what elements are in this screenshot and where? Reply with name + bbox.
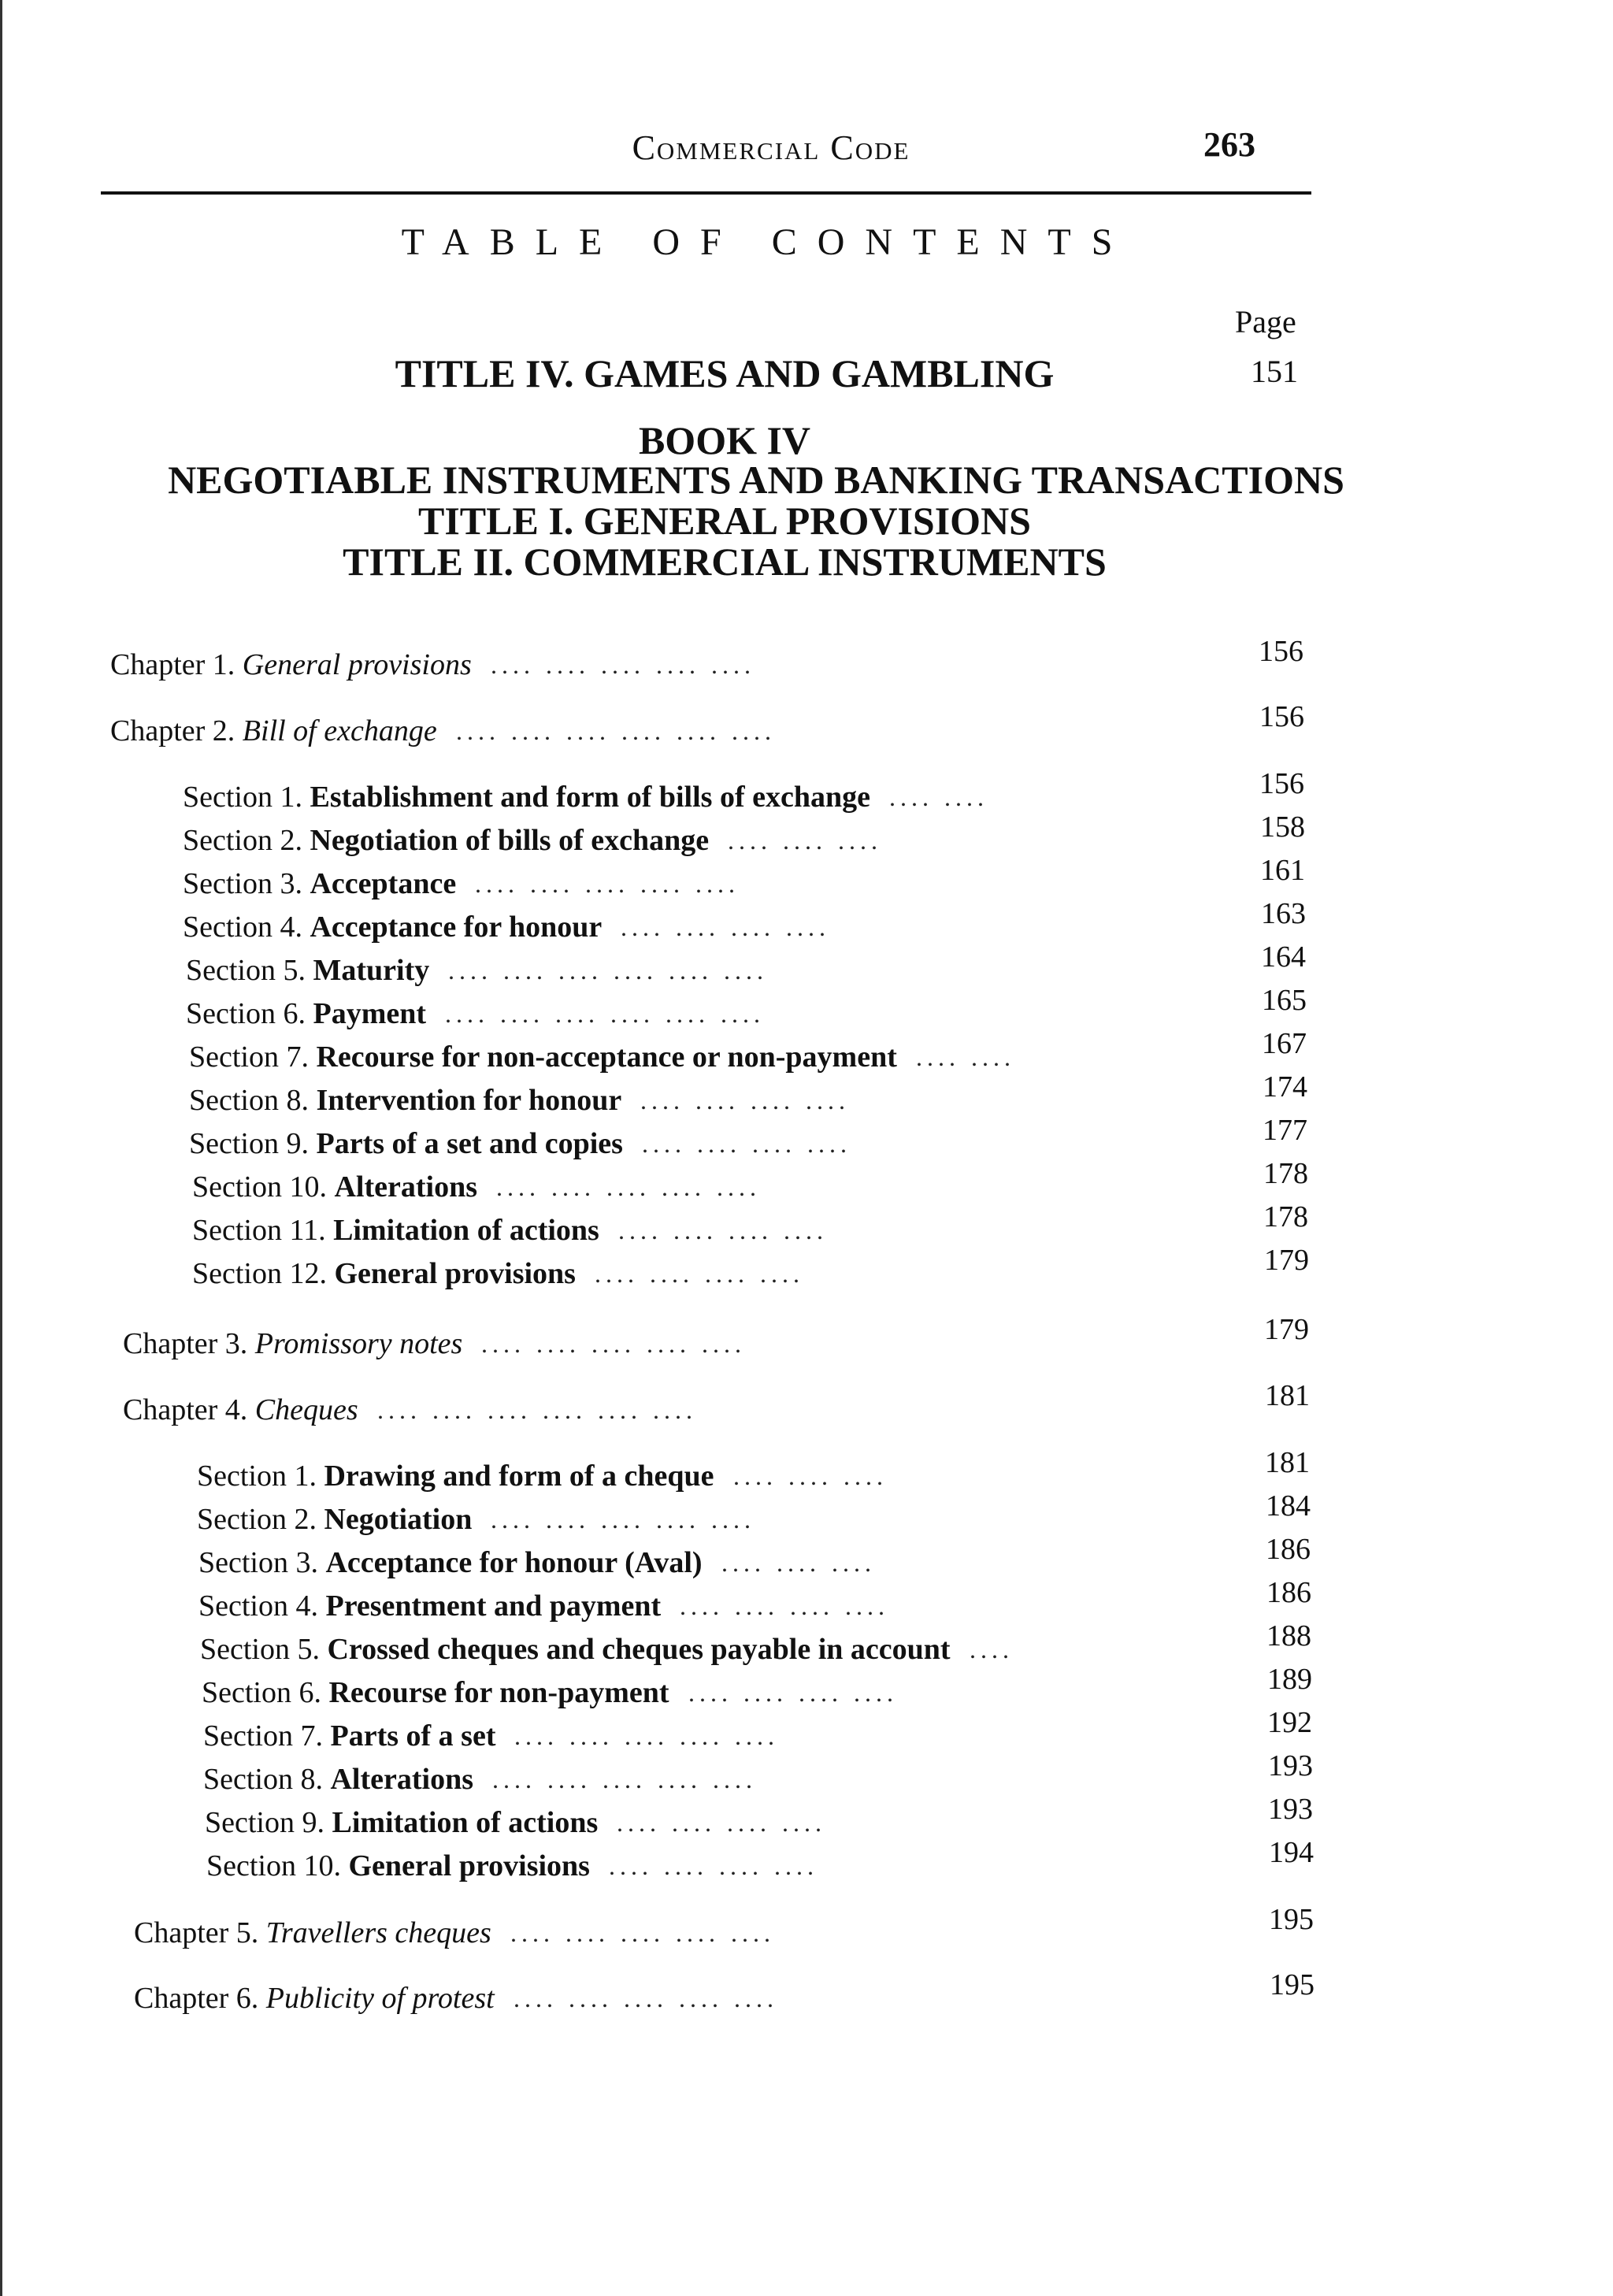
entry-page-number: 179 xyxy=(1264,1244,1309,1277)
entry-page-number: 163 xyxy=(1261,897,1306,930)
toc-section-entry xyxy=(186,953,429,988)
entry-page-number: 156 xyxy=(1259,635,1303,668)
page-number: 263 xyxy=(1203,125,1255,164)
entry-title: Travellers cheques xyxy=(265,1916,491,1949)
entry-title: Alterations xyxy=(330,1763,474,1796)
entry-label: Section 2. xyxy=(197,1503,324,1536)
dot-leader: .... .... .... .... .... xyxy=(514,1722,779,1750)
entry-label: Section 9. xyxy=(189,1127,317,1160)
dot-leader: .... .... .... xyxy=(728,826,882,855)
dot-leader: .... .... .... .... xyxy=(688,1678,898,1707)
dot-leader: .... .... xyxy=(889,783,988,811)
entry-label: Section 10. xyxy=(192,1170,335,1204)
entry-label: Chapter 2. xyxy=(110,714,243,747)
entry-title: Publicity of protest xyxy=(265,1982,495,2015)
dot-leader: .... .... .... .... xyxy=(618,1216,828,1244)
entry-title: General provisions xyxy=(242,648,472,681)
header-rule xyxy=(101,191,1311,195)
entry-label: Section 3. xyxy=(183,867,310,900)
entry-page-number: 178 xyxy=(1263,1200,1308,1233)
entry-title: General provisions xyxy=(348,1849,590,1882)
entry-page-number: 184 xyxy=(1266,1489,1311,1523)
entry-title: Acceptance xyxy=(310,867,457,900)
entry-title: Payment xyxy=(313,997,427,1030)
entry-page-number: 186 xyxy=(1266,1533,1311,1566)
toc-section-entry xyxy=(197,1502,472,1537)
dot-leader: .... .... .... .... .... xyxy=(496,1173,761,1201)
entry-page-number: 156 xyxy=(1259,700,1304,733)
toc-section-entry xyxy=(203,1719,495,1753)
book-heading: BOOK IV xyxy=(638,418,811,462)
toc-chapter-entry xyxy=(110,647,472,682)
entry-label: Section 6. xyxy=(202,1676,329,1709)
entry-label: Chapter 4. xyxy=(123,1393,255,1426)
entry-title: Acceptance for honour xyxy=(310,911,603,944)
title-ii-heading: TITLE II. COMMERCIAL INSTRUMENTS xyxy=(343,540,1107,584)
toc-section-entry xyxy=(183,866,456,901)
dot-leader: .... .... .... .... xyxy=(621,913,830,941)
entry-title: Establishment and form of bills of exchange xyxy=(310,781,870,814)
entry-label: Section 5. xyxy=(200,1633,328,1666)
entry-label: Section 3. xyxy=(198,1546,326,1579)
entry-page-number: 195 xyxy=(1270,1968,1315,2001)
toc-chapter-entry xyxy=(123,1326,462,1361)
entry-page-number: 193 xyxy=(1268,1749,1313,1782)
entry-label: Chapter 1. xyxy=(110,648,243,681)
entry-page-number: 189 xyxy=(1267,1663,1312,1696)
entry-title: Cheques xyxy=(254,1393,358,1426)
entry-label: Section 9. xyxy=(205,1806,332,1839)
dot-leader: .... .... xyxy=(916,1043,1015,1071)
entry-title: Bill of exchange xyxy=(242,714,437,747)
dot-leader: .... .... .... .... .... xyxy=(475,870,740,898)
toc-chapter-entry xyxy=(134,1916,491,1950)
entry-label: Section 1. xyxy=(197,1460,324,1493)
entry-page-number: 186 xyxy=(1266,1576,1311,1609)
scan-left-edge xyxy=(0,0,2,2296)
entry-page-number: 179 xyxy=(1264,1313,1309,1346)
toc-section-entry xyxy=(183,780,870,814)
entry-page-number: 178 xyxy=(1263,1157,1308,1190)
entry-title: Recourse for non-payment xyxy=(328,1676,669,1709)
entry-title: Acceptance for honour (Aval) xyxy=(325,1546,703,1579)
entry-label: Section 6. xyxy=(186,997,313,1030)
entry-title: Drawing and form of a cheque xyxy=(324,1460,714,1493)
dot-leader: .... .... .... .... xyxy=(640,1086,850,1115)
dot-leader: .... .... .... xyxy=(733,1462,888,1490)
toc-section-entry xyxy=(206,1849,590,1883)
entry-page-number: 164 xyxy=(1261,940,1306,974)
entry-page-number: 181 xyxy=(1265,1379,1310,1412)
toc-section-entry xyxy=(192,1170,477,1204)
entry-title: Limitation of actions xyxy=(332,1806,599,1839)
entry-page-number: 167 xyxy=(1262,1027,1307,1060)
dot-leader: .... .... .... .... .... .... xyxy=(377,1396,697,1424)
entry-label: Section 5. xyxy=(186,954,313,987)
toc-section-entry xyxy=(197,1459,714,1493)
toc-section-entry xyxy=(186,996,426,1031)
entry-page-number: 193 xyxy=(1268,1793,1313,1826)
entry-title: Crossed cheques and cheques payable in account xyxy=(327,1633,951,1666)
dot-leader: .... .... .... .... xyxy=(609,1852,818,1880)
dot-leader: .... .... .... .... xyxy=(680,1592,889,1620)
toc-section-entry xyxy=(189,1083,621,1118)
toc-section-entry xyxy=(203,1762,473,1797)
toc-chapter-entry xyxy=(123,1393,358,1427)
toc-section-entry xyxy=(183,910,602,944)
entry-page-number: 174 xyxy=(1263,1070,1307,1103)
dot-leader: .... .... .... .... .... xyxy=(510,1919,775,1947)
entry-label: Section 8. xyxy=(189,1084,317,1117)
toc-section-entry xyxy=(198,1545,703,1580)
entry-page-number: 156 xyxy=(1259,767,1304,800)
entry-label: Section 12. xyxy=(192,1257,335,1290)
page-column-label: Page xyxy=(1235,304,1296,339)
book-subject: NEGOTIABLE INSTRUMENTS AND BANKING TRANSACTIONS xyxy=(168,458,1344,502)
toc-chapter-entry xyxy=(134,1981,495,2016)
toc-section-entry xyxy=(202,1675,669,1710)
entry-page-number: 194 xyxy=(1269,1836,1314,1869)
entry-title: Parts of a set and copies xyxy=(316,1127,623,1160)
entry-page-number: 161 xyxy=(1260,854,1305,887)
dot-leader: .... .... .... .... .... xyxy=(491,1505,755,1534)
title-i-heading: TITLE I. GENERAL PROVISIONS xyxy=(417,499,1031,543)
entry-label: Section 7. xyxy=(189,1040,317,1074)
toc-section-entry xyxy=(198,1589,661,1623)
dot-leader: .... .... .... .... .... .... xyxy=(445,1000,765,1028)
dot-leader: .... .... .... .... .... xyxy=(492,1765,757,1793)
dot-leader: .... .... .... .... xyxy=(642,1129,851,1158)
toc-section-entry xyxy=(189,1126,623,1161)
dot-leader: .... .... .... .... .... .... xyxy=(456,717,776,745)
toc-section-entry xyxy=(200,1632,951,1667)
entry-page-number: 195 xyxy=(1269,1903,1314,1936)
entry-label: Section 7. xyxy=(203,1719,331,1753)
running-header xyxy=(0,128,1613,168)
entry-label: Section 1. xyxy=(183,781,310,814)
toc-title: TABLE OF CONTENTS xyxy=(401,221,1133,263)
toc-chapter-entry xyxy=(110,714,437,748)
entry-title: Intervention for honour xyxy=(316,1084,622,1117)
toc-section-entry xyxy=(205,1805,598,1840)
entry-label: Section 8. xyxy=(203,1763,331,1796)
entry-page-number: 181 xyxy=(1265,1446,1310,1479)
entry-label: Section 2. xyxy=(183,824,310,857)
toc-section-entry xyxy=(192,1213,599,1248)
entry-title: General provisions xyxy=(334,1257,576,1290)
entry-page-number: 188 xyxy=(1266,1619,1311,1652)
entry-title: Maturity xyxy=(313,954,430,987)
entry-label: Section 4. xyxy=(183,911,310,944)
entry-title: Parts of a set xyxy=(330,1719,496,1753)
entry-title: Alterations xyxy=(334,1170,478,1204)
dot-leader: .... .... .... .... xyxy=(617,1808,826,1837)
dot-leader: .... .... .... .... .... xyxy=(514,1984,778,2012)
entry-label: Section 4. xyxy=(198,1589,326,1623)
entry-label: Section 10. xyxy=(206,1849,349,1882)
entry-title: Recourse for non-acceptance or non-payment xyxy=(316,1040,897,1074)
entry-title: Negotiation of bills of exchange xyxy=(310,824,710,857)
running-title: Commercial Code xyxy=(632,128,910,167)
entry-page-number: 192 xyxy=(1267,1706,1312,1739)
dot-leader: .... xyxy=(970,1635,1014,1664)
toc-section-entry xyxy=(192,1256,576,1291)
toc-section-entry xyxy=(183,823,709,858)
entry-title: Promissory notes xyxy=(254,1327,463,1360)
title-iv-page: 151 xyxy=(1251,354,1298,389)
entry-label: Chapter 5. xyxy=(134,1916,266,1949)
dot-leader: .... .... .... .... .... xyxy=(491,651,755,679)
dot-leader: .... .... .... .... .... xyxy=(481,1330,746,1358)
entry-title: Negotiation xyxy=(324,1503,473,1536)
entry-label: Chapter 6. xyxy=(134,1982,266,2015)
entry-title: Presentment and payment xyxy=(325,1589,662,1623)
dot-leader: .... .... .... .... xyxy=(595,1259,804,1288)
toc-section-entry xyxy=(189,1040,897,1074)
entry-page-number: 177 xyxy=(1263,1114,1307,1147)
dot-leader: .... .... .... xyxy=(721,1549,876,1577)
title-iv-heading: TITLE IV. GAMES AND GAMBLING xyxy=(395,351,1055,395)
entry-label: Section 11. xyxy=(192,1214,334,1247)
entry-page-number: 158 xyxy=(1260,810,1305,844)
entry-label: Chapter 3. xyxy=(123,1327,255,1360)
entry-page-number: 165 xyxy=(1262,984,1307,1017)
dot-leader: .... .... .... .... .... .... xyxy=(448,956,768,985)
entry-title: Limitation of actions xyxy=(333,1214,599,1247)
